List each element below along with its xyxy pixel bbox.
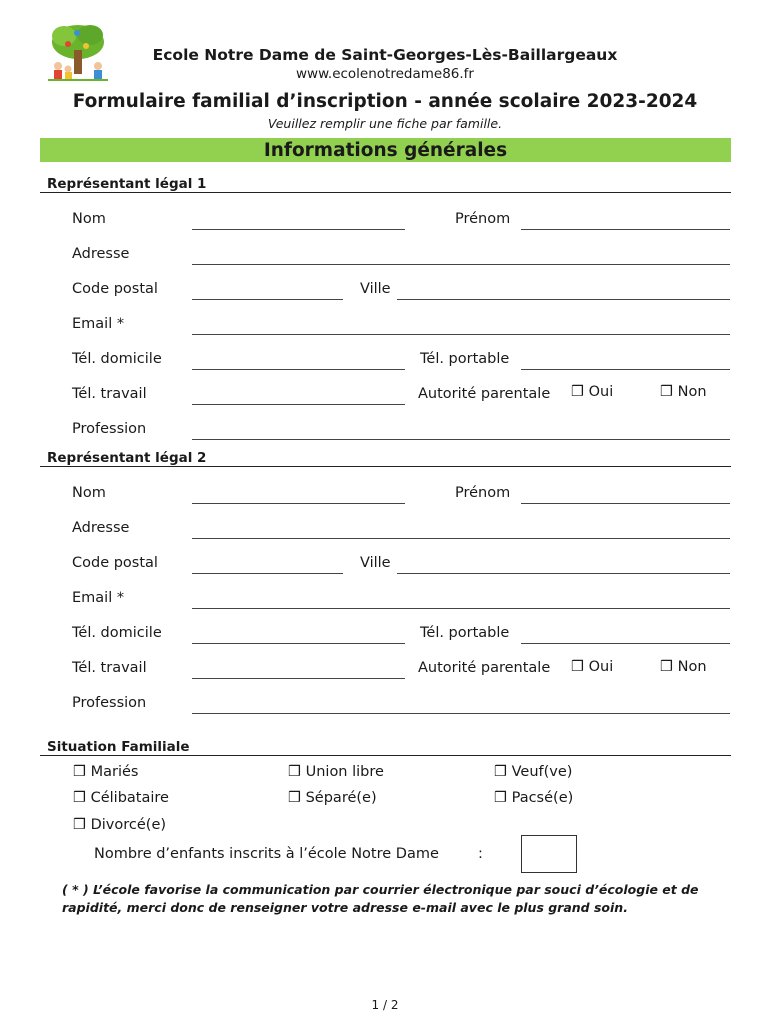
rep1-email-field[interactable] xyxy=(192,334,730,335)
rep2-tel-travail-field[interactable] xyxy=(192,678,405,679)
rep1-tel-travail-label: Tél. travail xyxy=(72,386,147,402)
rep1-email-label: Email * xyxy=(72,316,125,332)
rep2-nom-label: Nom xyxy=(72,485,106,501)
rep1-nom-label: Nom xyxy=(72,211,106,227)
situation-celibataire-checkbox[interactable]: ❒ Célibataire xyxy=(73,790,169,806)
form-subtitle: Veuillez remplir une fiche par famille. xyxy=(267,116,503,131)
rep2-tel-portable-label: Tél. portable xyxy=(420,625,510,641)
rep2-section-rule xyxy=(40,466,731,467)
rep1-ville-field[interactable] xyxy=(397,299,730,300)
rep2-prenom-field[interactable] xyxy=(521,503,730,504)
situation-veuf-checkbox[interactable]: ❒ Veuf(ve) xyxy=(494,764,573,780)
section-band-title: Informations générales xyxy=(263,140,508,161)
rep1-code-postal-field[interactable] xyxy=(192,299,343,300)
rep1-adresse-label: Adresse xyxy=(72,246,130,262)
situation-pacse-checkbox[interactable]: ❒ Pacsé(e) xyxy=(494,790,574,806)
rep1-code-postal-label: Code postal xyxy=(72,281,158,297)
rep2-autorite-non-checkbox[interactable]: ❒ Non xyxy=(660,659,707,675)
rep2-nom-field[interactable] xyxy=(192,503,405,504)
rep1-tel-domicile-field[interactable] xyxy=(192,369,405,370)
school-website[interactable]: www.ecolenotredame86.fr xyxy=(296,66,474,82)
school-name: Ecole Notre Dame de Saint-Georges-Lès-Baillargeaux xyxy=(152,46,618,64)
rep1-section-rule xyxy=(40,192,731,193)
enfants-count-box[interactable] xyxy=(521,835,577,873)
situation-section-rule xyxy=(40,755,731,756)
rep1-tel-portable-label: Tél. portable xyxy=(420,351,510,367)
enfants-count-label: Nombre d’enfants inscrits à l’école Notre Dame xyxy=(94,846,439,862)
rep1-autorite-oui-checkbox[interactable]: ❒ Oui xyxy=(571,384,614,400)
rep2-profession-field[interactable] xyxy=(192,713,730,714)
rep1-prenom-field[interactable] xyxy=(521,229,730,230)
rep1-tel-portable-field[interactable] xyxy=(521,369,730,370)
rep2-ville-label: Ville xyxy=(360,555,391,571)
rep1-adresse-field[interactable] xyxy=(192,264,730,265)
email-footnote: ( * ) L’école favorise la communication par courrier électronique par souci d’écologie et de rapidité, merci donc de renseigner votre adresse e-mail avec le plus grand soin. xyxy=(62,882,699,915)
rep2-code-postal-label: Code postal xyxy=(72,555,158,571)
rep2-tel-domicile-label: Tél. domicile xyxy=(72,625,162,641)
rep1-section-title: Représentant légal 1 xyxy=(47,176,207,192)
enfants-count-colon: : xyxy=(478,846,483,862)
rep2-profession-label: Profession xyxy=(72,695,147,711)
rep1-autorite-non-checkbox[interactable]: ❒ Non xyxy=(660,384,707,400)
rep2-autorite-label: Autorité parentale xyxy=(418,660,551,676)
situation-union-libre-checkbox[interactable]: ❒ Union libre xyxy=(288,764,384,780)
rep2-email-label: Email * xyxy=(72,590,125,606)
rep1-ville-label: Ville xyxy=(360,281,391,297)
situation-separe-checkbox[interactable]: ❒ Séparé(e) xyxy=(288,790,377,806)
rep1-nom-field[interactable] xyxy=(192,229,405,230)
rep1-profession-field[interactable] xyxy=(192,439,730,440)
rep2-tel-portable-field[interactable] xyxy=(521,643,730,644)
page-number: 1 / 2 xyxy=(371,998,399,1012)
rep2-adresse-label: Adresse xyxy=(72,520,130,536)
rep2-prenom-label: Prénom xyxy=(455,485,511,501)
rep2-tel-travail-label: Tél. travail xyxy=(72,660,147,676)
situation-divorce-checkbox[interactable]: ❒ Divorcé(e) xyxy=(73,817,167,833)
rep2-ville-field[interactable] xyxy=(397,573,730,574)
rep2-code-postal-field[interactable] xyxy=(192,573,343,574)
rep1-autorite-label: Autorité parentale xyxy=(418,386,551,402)
rep2-adresse-field[interactable] xyxy=(192,538,730,539)
situation-maries-checkbox[interactable]: ❒ Mariés xyxy=(73,764,139,780)
form-title: Formulaire familial d’inscription - année scolaire 2023-2024 xyxy=(72,91,698,112)
rep1-prenom-label: Prénom xyxy=(455,211,511,227)
rep2-autorite-oui-checkbox[interactable]: ❒ Oui xyxy=(571,659,614,675)
rep1-tel-travail-field[interactable] xyxy=(192,404,405,405)
rep2-section-title: Représentant légal 2 xyxy=(47,450,207,466)
rep2-email-field[interactable] xyxy=(192,608,730,609)
rep2-tel-domicile-field[interactable] xyxy=(192,643,405,644)
situation-section-title: Situation Familiale xyxy=(47,739,190,755)
rep1-profession-label: Profession xyxy=(72,421,147,437)
rep1-tel-domicile-label: Tél. domicile xyxy=(72,351,162,367)
